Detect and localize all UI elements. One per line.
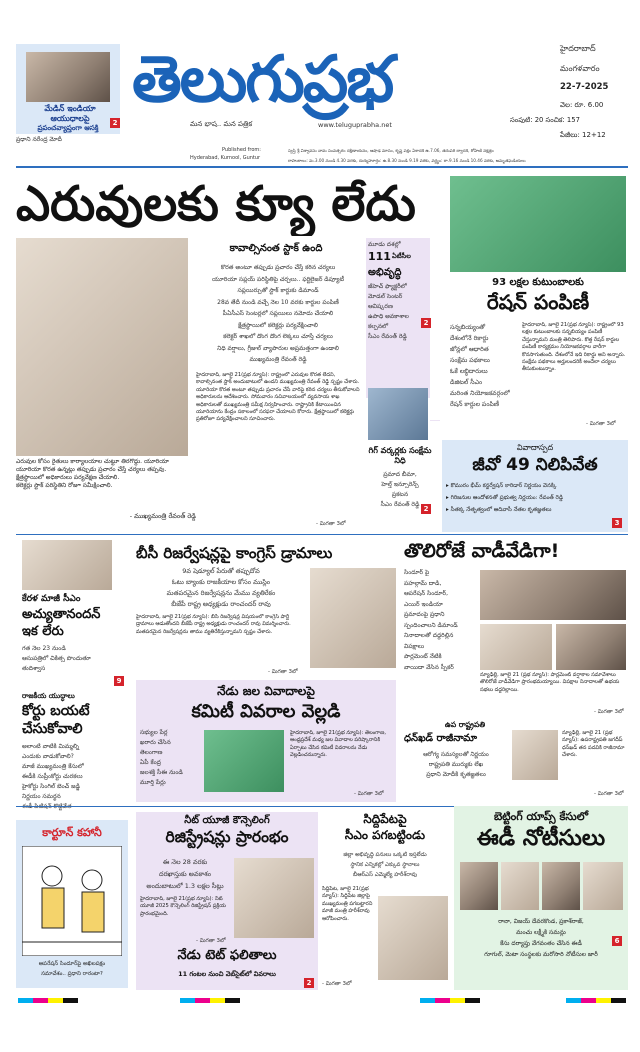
dhankhar-kicker: ఉప రాష్ట్రపతి: [444, 720, 486, 729]
top-promo-headline-3: ప్రపంచవ్యాప్తంగా ఆసక్తి: [37, 124, 99, 132]
lead-caption-line-2: యూరియా కొరత ఉన్నట్లు తప్పుడు ప్రచారం చేస్తే చర్యలు తప్పవు.: [16, 466, 167, 473]
neet-photo: [234, 858, 314, 938]
kerala-headline-2: అచ్యుతానందన్: [22, 607, 101, 622]
kerala-headline-1: కేరళ మాజీ సీఎం: [22, 594, 81, 604]
go49-headline: జీవో 49 నిలిపివేత: [472, 455, 598, 475]
ration-side-line-4: సంక్షేమ పథకాలు: [450, 357, 490, 364]
siddipet-kicker: సిద్దిపేటపై: [363, 812, 407, 826]
lead-intro-line-8: నిధి వర్షాలు, గ్రీజుల్ వ్యాపారుల అప్రమత్తంగా ఉండాలి: [217, 344, 339, 352]
cartoon-figure-body-2: [82, 892, 104, 932]
political-line-4: ఈడీకి సుప్రీంకోర్టు చురకలు: [22, 773, 83, 780]
ration-side-line-1: సన్నబియ్యంతో: [450, 324, 486, 331]
betting-headline: ఈడీ నోటీసులు: [476, 826, 606, 851]
top-promo-headline-2: ఆయుధాలపై: [50, 114, 90, 123]
masthead-website[interactable]: www.teluguprabha.net: [318, 121, 392, 129]
parliament-side: [404, 568, 474, 673]
masthead-tagline: మన భాష.. మన పత్రిక: [190, 120, 253, 128]
neet-kicker: నీట్ యూజీ కౌన్సెలింగ్: [184, 815, 270, 826]
go49-page-ref: 3: [612, 518, 622, 528]
political-line-5: హైకోర్టు సింగిల్ బెంచ్ జడ్జి: [22, 783, 80, 790]
neet-side-line-1: ఈ నెల 28 వరకు: [162, 858, 208, 866]
masthead-price: వెల: రూ. 6.00: [560, 101, 604, 109]
dhankhar-body-lines: [404, 750, 508, 780]
ration-side-line-5: ఓకే లబ్ధిదారులు: [450, 368, 488, 375]
ration-photo: [450, 176, 626, 272]
ration-headline-small: 93 లక్షల కుటుంబాలకు: [492, 277, 584, 288]
ration-side-line-3: జోన్లలో ఆధారిత: [450, 346, 489, 353]
lead-intro-line-2: యూరియా సప్లయ్ పరిస్థితిపై చర్చలు.. ఫర్టిలైజర్ డిప్యూటీ: [212, 275, 344, 283]
cartoon-panel: [22, 846, 122, 956]
tet-headline: నేడు టెట్ ఫలితాలు: [177, 948, 277, 963]
neet-headline: రిజిస్ట్రేషన్లు ప్రారంభం: [165, 828, 289, 846]
siddipet-intro-line-2: స్థానిక ఎన్నికల్లో ఎక్కువ స్థానాలు: [350, 862, 420, 868]
siddipet-continued: - మిగతా 3లో: [322, 981, 352, 987]
masthead-date: 22-7-2025: [560, 82, 609, 92]
kerala-page-ref: 9: [114, 676, 124, 686]
parliament-body: న్యూఢిల్లీ, జూలై 21 (ప్రభ న్యూస్): పార్లమెంట్ వర్షాకాల సమావేశాలు తొలిరోజే వాడీవేడిగా ప్రారంభమయ్యాయి. విపక్షాల నినాదాలతో ఉభయ సభలు దద్దరిల్లాయి.: [480, 672, 620, 693]
parliament-side-line-9: పార్లమెంట్ నేటికి: [404, 653, 442, 660]
dhankhar-photo: [512, 730, 558, 780]
kerala-line-1: గత నెల 23 నుండి: [22, 645, 66, 652]
neet-side-line-2: దరఖాస్తుకు అవకాశం: [158, 870, 212, 878]
neet-body: హైదరాబాద్, జూలై 21(ప్రభ న్యూస్): నీట్ యూజీ 2025 కౌన్సెలింగ్ రిజిస్ట్రేషన్ ప్రక్రియ ప్రారంభమైంది.: [140, 896, 226, 917]
parliament-side-line-8: విపక్షాలు: [404, 642, 425, 650]
committee-side-line-3: తెలంగాణ: [140, 749, 163, 756]
parliament-side-line-4: ఎయిర్ ఇండియా: [404, 600, 443, 608]
masthead-city: హైదరాబాద్: [560, 44, 596, 53]
lead-intro-line-1: కొరత అంటూ తప్పుడు ప్రచారం చేస్తే కఠిన చర్యలు: [220, 264, 336, 271]
siddipet-body: సిద్దిపేట, జూలై 21(ప్రభ న్యూస్): సిద్దిపేట జిల్లాపై ముఖ్యమంత్రి పగబట్టారని మాజీ మంత్రి హరీశ్‌రావు ఆరోపించారు.: [322, 886, 373, 922]
parliament-headline: తొలిరోజే వాడీవేడిగా!: [404, 540, 560, 562]
lead-intro-line-6: క్షేత్రస్థాయిలో కలెక్టర్లు పర్యవేక్షించాలి: [238, 321, 318, 329]
committee-side-line-6: మూర్తి పేర్లు: [140, 779, 166, 786]
masthead-rule: [16, 166, 628, 168]
ration-sidebar: [450, 322, 518, 410]
column-111-line-2: మోడల్ సెంటర్: [368, 293, 403, 300]
top-promo-box: [16, 44, 120, 134]
parliament-side-line-5: ప్రమాదంపై ప్రధాని: [404, 611, 445, 618]
betting-caption-line-2: మంచు లక్ష్మీకి సమన్లు: [516, 929, 566, 936]
siddipet-intro-line-1: జిల్లా అభివృద్ధి పనులు ఒక్కటి ఇస్తలేడు: [343, 852, 427, 858]
dhankhar-body: న్యూఢిల్లీ, జూలై 21 (ప్రభ న్యూస్): ఉపరాష్ట్రపతి జగదీప్ ధన్‌ఖడ్ తన పదవికి రాజీనామా చేశారు.: [562, 730, 625, 759]
column-111-line-5: కల్పనలో: [368, 323, 389, 330]
committee-continued: - మిగతా 3లో: [354, 791, 384, 797]
bc-intro-line-2: ఓటు బ్యాంకు రాజకీయాల కోసం ముస్లిం: [171, 578, 271, 586]
betting-photo-4: [583, 862, 623, 910]
bc-intro-line-4: బీజేపీ రాష్ట్ర అధ్యక్షుడు రాంచందర్ రావు: [171, 600, 271, 608]
parliament-side-line-6: స్పందించాలని డిమాండ్: [404, 621, 458, 629]
neet-continued: - మిగతా 3లో: [196, 938, 226, 944]
lead-caption-line-3: క్షేత్రస్థాయిలో అధికారులు పర్యవేక్షణ చేయాలి.: [16, 474, 120, 481]
neet-side: [140, 856, 230, 892]
parliament-photo-3: [556, 624, 626, 670]
betting-caption-line-4: గూగుల్, మెటా సంస్థలకు మరోసారి నోటీసుల జారీ: [484, 951, 598, 958]
lead-photo-cm: [16, 238, 188, 456]
top-promo-caption: ప్రధాని నరేంద్ర మోదీ: [16, 136, 62, 143]
cartoon-figure-body-1: [42, 888, 64, 928]
ration-headline-big: రేషన్ పంపిణీ: [486, 290, 590, 314]
political-kicker: రాజకీయ యుద్ధాలు: [22, 692, 75, 700]
column-gig-line-2: హెల్త్ ఇన్సూరెన్స్: [381, 481, 419, 488]
masthead-pages: పేజీలు: 12+12: [560, 131, 606, 139]
lead-quote-attribution: - ముఖ్యమంత్రి రేవంత్ రెడ్డి: [129, 512, 196, 520]
column-111-line-3: ఆవిష్కరణ: [368, 303, 393, 310]
registration-bar-mid-left: [180, 998, 240, 1003]
column-111-body: [368, 282, 428, 342]
registration-bar-left: [18, 998, 78, 1003]
column-gig-line-1: ప్రమాద బీమా,: [383, 471, 417, 478]
kerala-headline-3: ఇక లేరు: [22, 624, 64, 639]
parliament-side-line-2: పహల్గామ్ దాడి,: [404, 579, 442, 587]
parliament-side-line-3: ఆపరేషన్ సిందూర్,: [404, 590, 448, 597]
kerala-photo: [22, 540, 112, 590]
lead-intro-line-5: పీఏసీఎస్ సెంటర్లలో సప్లయిలు నమోదు చేయాలి: [222, 310, 334, 317]
lead-intro-line-3: సప్లయిర్సుతో స్టాక్ కార్డుకు డిమాండ్: [237, 287, 319, 294]
kerala-line-3: తుదిశ్వాస: [22, 665, 46, 672]
cartoon-drawing: [22, 846, 122, 956]
political-line-7: [22, 802, 128, 812]
ration-side-line-8: రేషన్ కార్డుల పంపిణీ: [450, 401, 499, 408]
political-line-6: నిర్ణయం సమర్థన: [22, 793, 61, 800]
cartoon-caption-1: ఆపరేషన్‌ సిందూర్‌పై అఖిలపక్షం: [38, 961, 106, 967]
siddipet-intro-line-3: బీఆర్ఎస్ ఎమ్మెల్యే హరీశ్‌రావు: [352, 872, 418, 878]
bc-body: హైదరాబాద్, జూలై 21(ప్రభ న్యూస్): బీసీ రిజర్వేషన్ల విషయంలో కాంగ్రెస్ పార్టీ డ్రామాలు ఆడుతోందని బీజేపీ రాష్ట్ర అధ్యక్షుడు రాంచందర్ రావు విమర్శించారు. మతపరమైన రిజర్వేషన్లను తాము వ్యతిరేకిస్తున్నామని స్పష్టం చేశారు.: [136, 614, 291, 635]
bc-photo: [310, 568, 396, 668]
lead-caption-line-4: కలెక్టర్లు స్టాక్ పరిస్థితిని రోజూ సమీక్షించాలి.: [16, 482, 113, 489]
registration-bar-mid-right: [420, 998, 480, 1003]
lead-intro-line-7: కలెక్టర్ శాఖలో దొంగ దొంగ లెక్కలు చూస్తే చర్యలు: [223, 333, 333, 340]
political-headline-2: చేసుకోవాలి: [22, 721, 83, 737]
registration-bar-right: [566, 998, 626, 1003]
committee-kicker: నేడు జల వివాదాలపై: [217, 684, 315, 698]
dhankhar-line-1: ఆరోగ్య సమస్యలతో నిర్ణయం: [423, 751, 489, 758]
betting-caption-line-1: రానా, విజయ్ దేవరకొండ, ప్రకాశ్‌రాజ్,: [498, 918, 584, 925]
siddipet-photo: [378, 896, 448, 980]
kerala-body: [22, 644, 122, 674]
committee-headline: కమిటీ వివరాల వెల్లడి: [191, 701, 341, 722]
bc-continued: - మిగతా 3లో: [268, 669, 298, 675]
political-line-2: ఎందుకు వాడుకోవాలి?: [22, 753, 74, 760]
lead-body: హైదరాబాద్, జూలై 21(ప్రభ న్యూస్): రాష్ట్రంలో ఎరువుల కొరత లేదని, కావాల్సినంత స్టాక్ అందుబాటులో ఉందని ముఖ్యమంత్రి రేవంత్ రెడ్డి స్పష్టం చేశారు. యూరియా కొరత అంటూ తప్పుడు ప్రచారం చేసే వారిపై కఠిన చర్యలు తీసుకోవాలని అధికారులను ఆదేశించారు. సోమవారం సచివాలయంలో వ్యవసాయ శాఖ అధికారులతో ముఖ్యమంత్రి సమీక్ష నిర్వహించారు. రాష్ట్రానికి కేటాయించిన యూరియాను కేంద్రం సకాలంలో సరఫరా చేయాలని కోరారు. క్షేత్రస్థాయిలో కలెక్టర్లు ప్రతిరోజూ పర్యవేక్షించాలని సూచించారు.: [196, 372, 360, 423]
betting-caption-line-3: కేసు దర్యాప్తు వేగవంతం చేసిన ఈడీ: [500, 940, 582, 947]
panchangam-line-1: స్వస్తి శ్రీ విశ్వావసు నామ సంవత్సరం దక్షిణాయనం, ఆషాఢ మాసం, కృష్ణ పక్షం ఏకాదశి ఉ.7.06, తదుపరి ద్వాదశి, రోహిణి నక్షత్రం: [288, 148, 494, 153]
committee-side-line-2: ఖరారు చేసిన: [140, 739, 171, 746]
parliament-photo-1: [480, 570, 626, 620]
ration-body: హైదరాబాద్, జూలై 21(ప్రభ న్యూస్): రాష్ట్రంలో 93 లక్షల కుటుంబాలకు సన్నబియ్యం పంపిణీ చేస్తున్నామని మంత్రి తెలిపారు. కొత్త రేషన్ కార్డుల పంపిణీ కార్యక్రమం నియోజకవర్గాల వారీగా కొనసాగుతుంది. దేశంలోనే ఇది రికార్డు అని అన్నారు. సంక్షేమ పథకాలు అర్హులందరికీ అందేలా చర్యలు తీసుకుంటున్నాం.: [522, 322, 626, 373]
political-line-3: మాజీ ముఖ్యమంత్రి కేసులో: [22, 763, 84, 770]
betting-photo-3: [542, 862, 580, 910]
masthead-volume: సంపుటి: 20 సంచిక: 157: [510, 116, 580, 124]
lead-continued: - మిగతా 3లో: [316, 521, 346, 527]
lead-headline: ఎరువులకు క్యూ లేదు: [16, 176, 416, 232]
lead-intro-line-4: 28వ తేదీ నుండి వచ్చే నెల 10 వరకు కార్డుల పంపిణీ: [217, 298, 339, 306]
parliament-photo-2: [480, 624, 552, 670]
column-gig-page-ref: 2: [421, 504, 431, 514]
cartoon-title: కార్టూన్ కహానీ: [42, 826, 102, 839]
ration-side-line-2: దేశంలోనే రికార్డు: [450, 335, 489, 342]
column-111-page-ref: 2: [421, 318, 431, 328]
neet-page-ref: 2: [304, 978, 314, 988]
committee-side-line-5: జలశక్తి సీఈ నుండి: [140, 769, 183, 776]
published-from-cities: Hyderabad, Kurnool, Guntur: [190, 155, 261, 161]
go49-bullet-1: ▸ కొమురం భీమ్ కన్జర్వేషన్ కారిడార్ నిర్ణయం వెనక్కి: [446, 483, 557, 489]
bc-intro: [136, 566, 306, 610]
parliament-side-line-10: వాయిదా వేసిన స్పీకర్: [404, 663, 454, 671]
ration-side-line-6: డిజిటల్ సీఎం: [450, 379, 483, 386]
dhankhar-line-2: రాష్ట్రపతి ముర్ముకు లేఖ: [428, 761, 484, 768]
lead-caption-line-1: ఎరువుల కోసం రైతులు కార్యాలయాల చుట్టూ తిరగొద్దు. యూరియా: [16, 458, 169, 465]
go49-bullets: [446, 480, 618, 516]
betting-kicker: బెట్టింగ్ యాప్స్ కేసులో: [493, 810, 589, 823]
column-111-line-1: జీహెచ్ ఫ్యాక్టరీలో: [368, 283, 407, 290]
column-111-number: 111: [368, 250, 391, 263]
parliament-side-line-7: నినాదాలతో దద్దరిల్లిన: [404, 632, 454, 639]
tet-sub: 11 గంటల నుంచి వెబ్‌సైట్‌లో వివరాలు: [178, 970, 276, 978]
betting-caption: [456, 916, 626, 960]
column-111-suffix: ఏటీసీల: [392, 252, 411, 260]
siddipet-intro: [322, 850, 448, 880]
bc-intro-line-1: 9వ షెడ్యూల్ పేరుతో తప్పుదోవ: [182, 567, 260, 575]
column-gig-headline: గిగ్ వర్కర్లకు సంక్షేమ నిధి: [368, 446, 432, 465]
go49-kicker: వివాదాస్పద: [516, 443, 554, 452]
column-111-headline: అభివృద్ధి: [368, 267, 402, 278]
panchangam-line-2: రాహుకాలం: మ.3.00 నుండి 4.30 వరకు, దుర్ముహూర్తం: ఉ.8.30 నుండి 9.19 వరకు, వర్జ్యం: రా.9.16 నుండి 10.46 వరకు, అమృతఘడియలు: [288, 158, 526, 163]
published-from-label: Published from:: [222, 147, 261, 153]
masthead-weekday: మంగళవారం: [560, 64, 600, 73]
committee-side: [140, 728, 200, 788]
betting-page-ref: 6: [612, 936, 622, 946]
column-gig-line-3: ప్రకటన: [391, 491, 409, 498]
siddipet-headline: సీఎం పగబట్టిండు: [344, 828, 426, 842]
go49-bullet-2: ▸ గిరిజనుల ఆందోళనతో ప్రభుత్వ నిర్ణయం: రేవంత్ రెడ్డి: [446, 495, 564, 501]
ration-continued: - మిగతా 3లో: [586, 421, 616, 427]
section-rule-1: [16, 534, 628, 535]
dhankhar-headline: ధన్‌ఖడ్ రాజీనామా: [404, 733, 478, 744]
parliament-side-line-1: సిందూర్ పై: [404, 569, 430, 576]
dhankhar-continued: - మిగతా 3లో: [594, 791, 624, 797]
committee-body: హైదరాబాద్, జూలై 21(ప్రభ న్యూస్): తెలంగాణ, ఆంధ్రప్రదేశ్ మధ్య జల వివాదాల పరిష్కారానికి ఏర్పాటు చేసిన కమిటీ వివరాలను నేడు వెల్లడించనున్నారు.: [290, 730, 386, 759]
top-promo-page-ref: 2: [110, 118, 120, 128]
masthead-title: తెలుగుప్రభ: [132, 43, 393, 117]
betting-photo-2: [501, 862, 539, 910]
committee-side-line-4: ఏపీ కేంద్ర: [140, 759, 161, 766]
bc-intro-line-3: మతపరమైన రిజర్వేషన్లను మేము వ్యతిరేకం: [166, 589, 276, 597]
neet-side-line-3: అందుబాటులో 1.3 లక్షల సీట్లు: [146, 882, 224, 890]
column-gig-box: [430, 420, 440, 421]
top-promo-photo: [26, 52, 110, 102]
column-111-photo: [368, 388, 428, 440]
political-headline-1: కోర్టు బయటే: [22, 703, 90, 719]
kerala-line-2: ఆసుపత్రిలో చికిత్స పొందుతూ: [22, 655, 91, 662]
lead-intro: [196, 262, 360, 366]
parliament-continued: - మిగతా 3లో: [594, 709, 624, 715]
ration-side-line-7: మరింత నియోజకవర్గంలో: [450, 390, 510, 397]
column-111-kicker: మూడు దశల్లో: [368, 241, 401, 248]
committee-side-line-1: సభ్యుల పేర్ల: [140, 729, 168, 736]
top-promo-headline-1: మేడిన్ ఇండియా: [44, 104, 96, 113]
go49-bullet-3: ▸ సీతక్క నేతృత్వంలో ఆదివాసీ నేతల కృతజ్ఞతలు: [446, 507, 552, 513]
dhankhar-line-3: ప్రధాని మోదీకి కృతజ్ఞతలు: [426, 771, 486, 778]
committee-photo: [204, 730, 284, 792]
column-111-line-6: సీఎం రేవంత్ రెడ్డి: [368, 333, 407, 340]
lead-subhead: కావాల్సినంత స్టాక్ ఉంది: [229, 243, 323, 254]
political-body: [22, 742, 128, 812]
column-gig-line-4: సీఎం రేవంత్ రెడ్డి: [380, 501, 420, 508]
column-111-line-4: ఉపాధి అవకాశాల: [368, 313, 409, 320]
lead-photo-caption: [16, 458, 188, 506]
cartoon-caption-2: సమావేశం.. ప్రధాని రారంటా?: [41, 971, 103, 977]
betting-photo-1: [460, 862, 498, 910]
political-line-1: అలాంటి వాటికి మిమ్మల్ని: [22, 743, 80, 750]
bc-headline: బీసీ రిజర్వేషన్లపై కాంగ్రెస్ డ్రామాలు: [136, 544, 333, 562]
lead-intro-line-9: ముఖ్యమంత్రి రేవంత్ రెడ్డి: [249, 356, 307, 363]
